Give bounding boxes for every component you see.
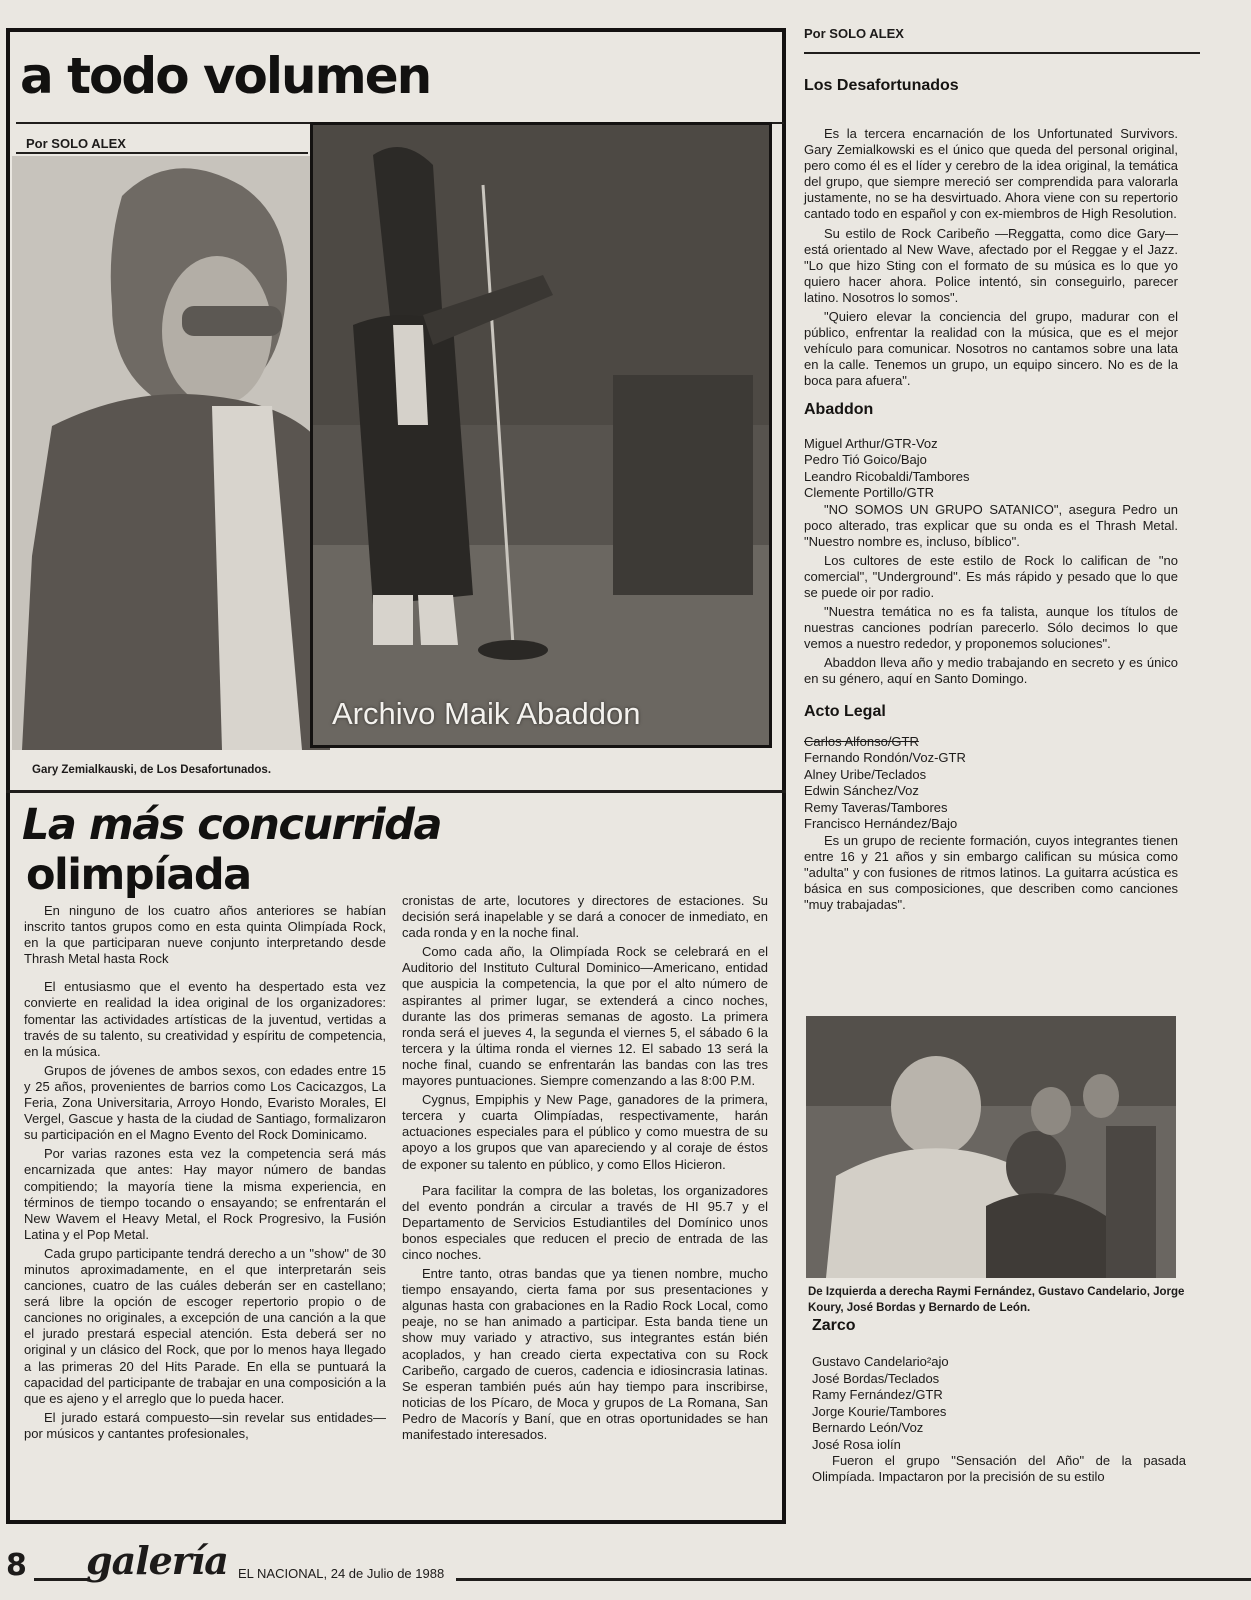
abaddon-lineup xyxy=(804,436,1178,502)
paragraph: "Quiero elevar la conciencia del grupo, madurar con el público, enfrentar la realidad con la música, que es el mejor vehículo para comunicar. Nosotros no cantamos sobre una lata en la calle. Tenemos un grupo, un equipo sincero. No es de la boca para afuera". xyxy=(804,309,1178,389)
lineup-member: Francisco Hernández/Bajo xyxy=(804,816,958,832)
section-title-abaddon: Abaddon xyxy=(804,400,874,418)
sidebar-column-bottom xyxy=(812,1316,1186,1488)
acto-legal-lineup xyxy=(804,734,1178,833)
paragraph: El entusiasmo que el evento ha despertado esta vez convierte en realidad la idea original de los organizadores: fomentar las actividades artísticas de la juventud, vertidas a través de su talento, su creatividad y espíritu de competencia, en la música. xyxy=(24,979,386,1059)
lineup-member: José Bordas/Teclados xyxy=(812,1370,940,1386)
paragraph: Es un grupo de reciente formación, cuyos integrantes tienen entre 16 y 21 años y sin embargo califican su música como "adulta" y con fusiones de ritmos latinos. La guitarra acústica es básica en sus composiciones, que describen como canciones "muy trabajadas". xyxy=(804,832,1178,912)
footer-rule-right xyxy=(456,1578,1251,1581)
lineup-member: Carlos Alfonso/GTR xyxy=(804,733,919,749)
paragraph: El jurado estará compuesto—sin revelar sus entidades— por músicos y cantantes profesionales, xyxy=(24,1409,386,1441)
portrait-photo xyxy=(12,156,330,750)
lineup-member: Leandro Ricobaldi/Tambores xyxy=(804,468,970,484)
lineup-member: Ramy Fernández/GTR xyxy=(812,1387,943,1402)
lineup-member: Jorge Kourie/Tambores xyxy=(812,1403,947,1419)
lineup-member: Bernardo León/Voz xyxy=(812,1420,924,1435)
paragraph: Su estilo de Rock Caribeño —Reggatta, como dice Gary— está orientado al New Wave, afectado por el Reggae y el Jazz. "Lo que hizo Sting con el formato de su música es lo que yo quiero hacer ahora. Police intentó, sin conseguirlo, parecer latino. Nosotros lo somos". xyxy=(804,225,1178,305)
article-column-2 xyxy=(402,893,768,1446)
paragraph: Cada grupo participante tendrá derecho a un "show" de 30 minutos aproximadamente, en el que interpretarán seis canciones, cuatro de las cuáles deberán ser en castellano; será libre la opción de escoger repertorio propio o de canciones no originales, a excepción de una canción a la que el jurado prestará especial atención. Esta deberá ser no original y un clásico del Rock, que por lo menos haya llegado a las primeras 20 del Hits Parade. En ella se puntuará la capacidad del participante de trabajar en una composición a la que es ajeno y el arreglo que lo pueda hacer. xyxy=(24,1245,386,1406)
group-photo-caption: De Izquierda a derecha Raymi Fernández, Gustavo Candelario, Jorge Koury, José Bordas y Bernardo de León. xyxy=(808,1286,1185,1314)
group-photo xyxy=(806,1016,1176,1278)
section-title-desafortunados: Los Desafortunados xyxy=(804,77,959,94)
paragraph: Fueron el grupo "Sensación del Año" de la pasada Olimpíada. Impactaron por la precisión de su estilo xyxy=(812,1453,1186,1485)
lineup-member: José Rosa iolín xyxy=(812,1436,901,1452)
lineup-member: Alney Uribe/Teclados xyxy=(804,766,927,782)
byline-left: Por SOLO ALEX xyxy=(26,136,126,151)
headline-line-2: olimpíada xyxy=(26,850,251,900)
concert-photo xyxy=(310,122,772,748)
publication-info: EL NACIONAL, 24 de Julio de 1988 xyxy=(238,1566,445,1581)
lineup-member: Clemente Portillo/GTR xyxy=(804,485,935,500)
paragraph: En ninguno de los cuatro años anteriores se habían inscrito tantos grupos como en esta quinta Olimpíada Rock, en la que participaran nueve conjunto interpretando desde Thrash Metal hasta Rock xyxy=(24,903,386,967)
footer-rule-left xyxy=(34,1578,90,1581)
section-title: a todo volumen xyxy=(20,47,431,105)
byline-underline xyxy=(16,152,308,154)
watermark: Archivo Maik Abaddon xyxy=(332,696,641,731)
paragraph: Como cada año, la Olimpíada Rock se celebrará en el Auditorio del Instituto Cultural Dominico—Americano, entidad que auspicia la competencia, la que por el alto número de aspirantes al primer lugar, se extenderá a cinco noches, durante las dos primeras semanas de agosto. La primera ronda será el jueves 4, la segunda el viernes 5, el sábado 6 la tercera y la última ronda el viernes 12. El sabado 13 será la noche final, cuando se enfrentarán las bandas con las tres mayores puntuaciones. Siempre comenzando a las 8:00 P.M. xyxy=(402,944,768,1089)
paragraph: Por varias razones esta vez la competencia será más encarnizada que antes: Hay mayor número de bandas compitiendo; la mayoría tiene la misma experiencia, en términos de tiempo tocando o ensayando; se enfrentarán el New Wavem el Heavy Metal, el Rock Progresivo, la Fusión Latina y el Pop Metal. xyxy=(24,1146,386,1242)
lineup-member: Pedro Tió Goico/Bajo xyxy=(804,452,927,467)
headline-line-1: La más concurrida xyxy=(22,800,441,850)
publication-logo: galería xyxy=(86,1538,228,1583)
lineup-member: Fernando Rondón/Voz-GTR xyxy=(804,750,966,766)
sidebar-top-rule xyxy=(804,52,1200,54)
lineup-member: Remy Taveras/Tambores xyxy=(804,799,948,815)
paragraph: Es la tercera encarnación de los Unfortunated Survivors. Gary Zemialkowski es el único que queda del personal original, pero como él es el líder y cerebro de la idea original, la temática del grupo, que siempre mereció ser comprendida para valorarla justamente, no se ha desvirtuado. Ahora viene con su repertorio cantado todo en español y con ex-miembros de High Resolution. xyxy=(804,126,1178,222)
lineup-member: Miguel Arthur/GTR-Voz xyxy=(804,435,938,451)
article-column-1 xyxy=(24,903,386,1445)
paragraph: Para facilitar la compra de las boletas, los organizadores del evento pondrán a circular a través de HI 95.7 y el Departamento de Servicios Estudiantiles del Domínico unos bonos especiales que reducen el precio de entrada de las cinco noches. xyxy=(402,1182,768,1262)
paragraph: Abaddon lleva año y medio trabajando en secreto y es único en su género, aquí en Santo Domingo. xyxy=(804,655,1178,687)
zarco-lineup xyxy=(812,1354,1186,1453)
section-title-zarco: Zarco xyxy=(812,1317,856,1334)
paragraph: Cygnus, Empiphis y New Page, ganadores de la primera, tercera y cuarta Olimpíadas, respectivamente, harán actuaciones especiales para el público y como muestra de su apoyo a los grupos que van apareciendo y al coraje de éstos de exponer su talento en público, y como Ellos Hicieron. xyxy=(402,1092,768,1172)
caption-divider xyxy=(6,790,786,793)
lineup-member: Gustavo Candelario²ajo xyxy=(812,1354,949,1369)
section-title-acto-legal: Acto Legal xyxy=(804,702,886,720)
page-number: 8 xyxy=(6,1548,27,1583)
sidebar-column xyxy=(804,76,1178,916)
byline-right: Por SOLO ALEX xyxy=(804,26,904,41)
paragraph: "Nuestra temática no es fa talista, aunque los títulos de nuestras canciones podrían parecerlo. Sólo decimos lo que vemos a nuestro rededor, y proponemos soluciones". xyxy=(804,604,1178,652)
paragraph: cronistas de arte, locutores y directores de estaciones. Su decisión será inapelable y se dará a conocer de inmediato, en cada ronda y en la noche final. xyxy=(402,893,768,941)
paragraph: Grupos de jóvenes de ambos sexos, con edades entre 15 y 25 años, provenientes de barrios como Los Cacicazgos, La Feria, Zona Universitaria, Arroyo Hondo, Evaristo Morales, El Vergel, Gascue y hasta de la ciudad de Santiago, formalizaron su participación en el Magno Evento del Rock Dominicamo. xyxy=(24,1062,386,1143)
paragraph: "NO SOMOS UN GRUPO SATANICO", asegura Pedro un poco alterado, tras explicar que su onda es el Thrash Metal. "Nuestro nombre es, incluso, bíblico". xyxy=(804,501,1178,549)
paragraph: Los cultores de este estilo de Rock lo califican de "no comercial", "Underground". Es más rápido y pesado que lo que se puede oir por radio. xyxy=(804,552,1178,600)
lineup-member: Edwin Sánchez/Voz xyxy=(804,783,919,799)
paragraph: Entre tanto, otras bandas que ya tienen nombre, mucho tiempo ensayando, cierta fama por sus presentaciones y algunas hasta con grabaciones en la Radio Rock Local, como peaje, no se han animado a participar. Esta banda tiene un show muy variado y atractivo, sus integrantes están bién acoplados, y han creado cierta expectativa con su Rock Caribeño, cargado de cueros, cadencia e idiosincrasia latinas. Se esperan también pués aún hay tiempo para inscribirse, noticias de los Pícaro, de Moca y grupos de La Romana, San Pedro de Macorís y Baní, que en otras oportunidades se han manifestado interesados. xyxy=(402,1266,768,1442)
photo-caption: Gary Zemialkauski, de Los Desafortunados. xyxy=(32,764,272,776)
